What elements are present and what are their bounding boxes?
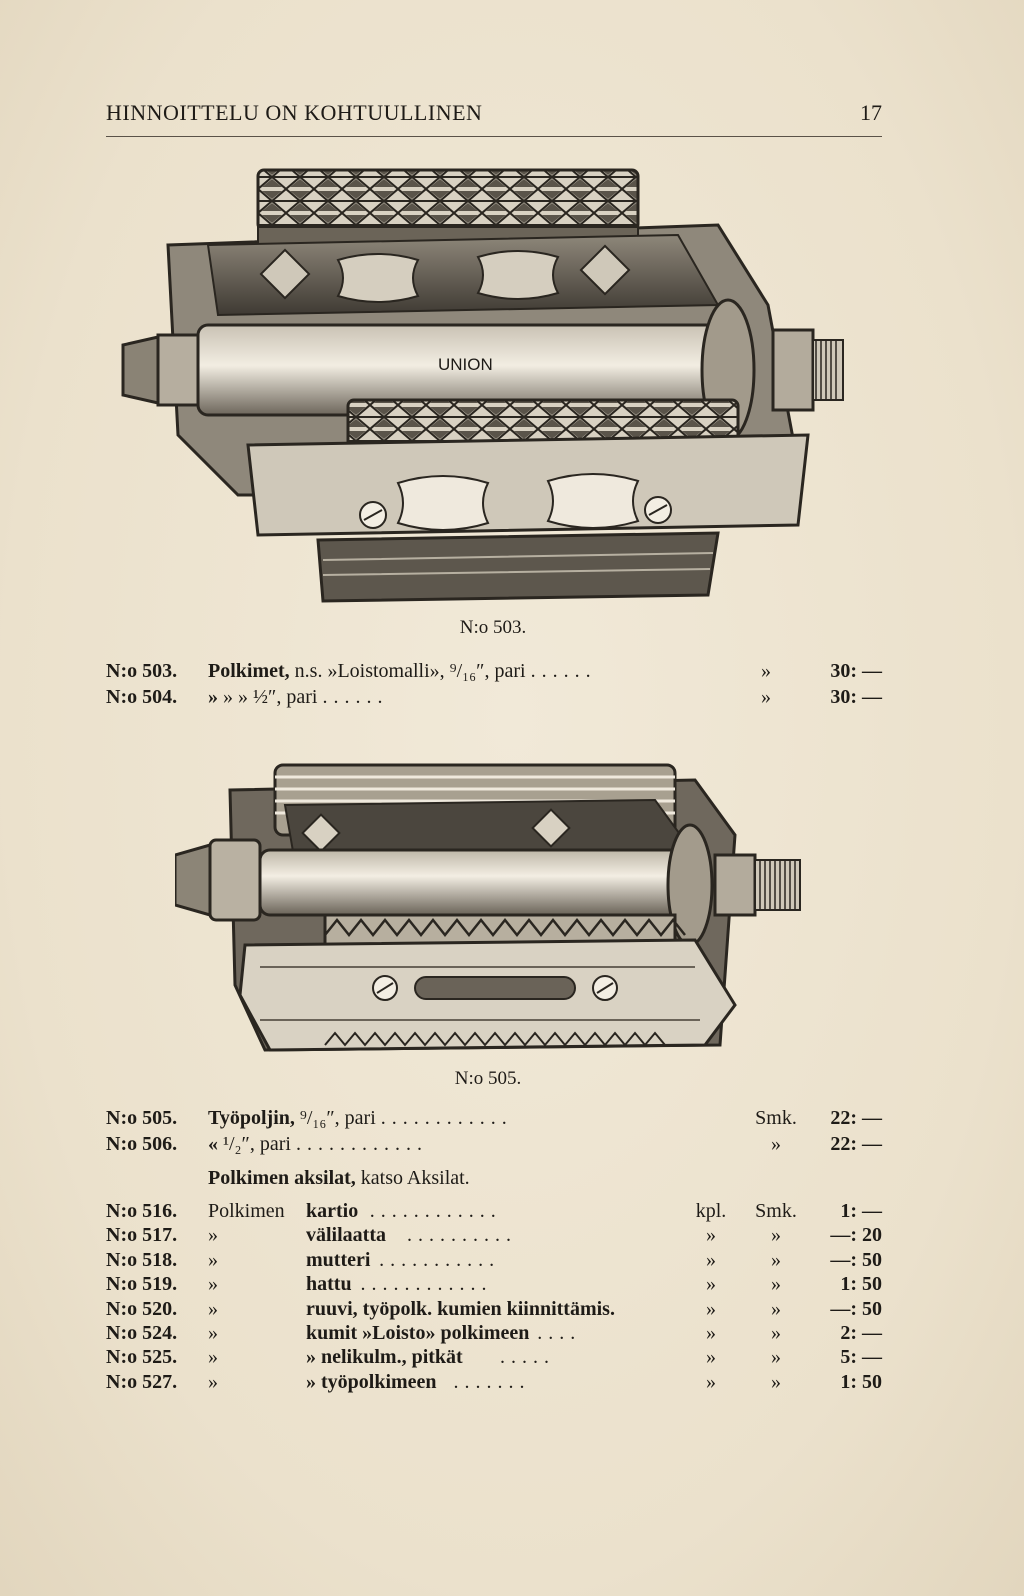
- page-number: 17: [860, 100, 882, 125]
- item-description: kumit »Loisto» polkimeen: [306, 1322, 530, 1344]
- item-price: 22: —: [830, 1133, 882, 1155]
- leader-dots: ..........: [407, 1224, 517, 1247]
- item-prefix: »: [208, 1248, 218, 1271]
- price-row: [106, 1322, 882, 1348]
- item-name: »: [208, 686, 218, 708]
- price-row: [106, 1273, 882, 1299]
- unit-label: Smk.: [755, 1107, 797, 1129]
- item-description: ¹/₂″, pari: [223, 1133, 291, 1155]
- leader-dots: ....: [537, 1322, 582, 1344]
- price-row: [106, 1224, 882, 1250]
- item-price: 1: —: [840, 1200, 882, 1222]
- unit-quantity: »: [706, 1297, 716, 1320]
- unit-currency: »: [771, 1273, 781, 1296]
- item-description: n.s. »Loistomalli», ⁹/₁₆″, pari: [294, 660, 526, 682]
- union-logo-text: UNION: [438, 355, 493, 374]
- item-prefix: Polkimen: [208, 1200, 285, 1222]
- unit-currency: »: [771, 1346, 781, 1369]
- unit-currency: »: [771, 1248, 781, 1271]
- item-number: N:o 516.: [106, 1200, 178, 1222]
- unit-label: »: [761, 686, 771, 708]
- item-description: » työpolkimeen: [306, 1370, 437, 1393]
- item-number: N:o 518.: [106, 1248, 178, 1271]
- price-row: [106, 1298, 882, 1324]
- item-name: «: [208, 1133, 218, 1155]
- item-price: 30: —: [830, 660, 882, 682]
- unit-quantity: »: [706, 1346, 716, 1369]
- item-description: ruuvi, työpolk. kumien kiinnittämis.: [306, 1297, 615, 1320]
- item-price: 1: 50: [840, 1370, 882, 1393]
- item-price: 5: —: [840, 1346, 882, 1369]
- unit-currency: »: [771, 1224, 781, 1247]
- item-number: N:o 503.: [106, 660, 178, 682]
- running-title: HINNOITTELU ON KOHTUULLINEN: [106, 100, 483, 125]
- item-price: —: 50: [830, 1248, 882, 1271]
- unit-currency: »: [771, 1370, 781, 1393]
- leader-dots: ......: [322, 686, 389, 708]
- unit-currency: »: [771, 1297, 781, 1320]
- unit-currency: »: [771, 1322, 781, 1344]
- leader-dots: ............: [369, 1200, 502, 1222]
- item-description: kartio: [306, 1200, 359, 1222]
- item-number: N:o 517.: [106, 1224, 178, 1247]
- pedal-503-illustration: [118, 165, 868, 610]
- price-row: [106, 660, 882, 686]
- unit-quantity: »: [706, 1322, 716, 1344]
- price-row: [106, 1133, 882, 1159]
- price-row: [106, 1371, 882, 1397]
- item-number: N:o 519.: [106, 1273, 178, 1296]
- figure-505-caption: N:o 505.: [454, 1068, 522, 1089]
- price-row: [106, 686, 882, 712]
- item-number: N:o 504.: [106, 686, 178, 708]
- note-text: katso Aksilat.: [360, 1167, 470, 1189]
- unit-quantity: »: [706, 1273, 716, 1296]
- unit-label: »: [761, 660, 771, 682]
- item-number: N:o 527.: [106, 1370, 178, 1393]
- leader-dots: .....: [500, 1346, 555, 1369]
- item-name: Polkimet,: [208, 660, 290, 682]
- item-prefix: »: [208, 1273, 218, 1296]
- item-number: N:o 520.: [106, 1297, 178, 1320]
- item-name: Työpoljin,: [208, 1107, 295, 1129]
- item-description: mutteri: [306, 1248, 371, 1271]
- price-row: [106, 1346, 882, 1372]
- item-number: N:o 506.: [106, 1133, 178, 1155]
- leader-dots: ............: [360, 1273, 493, 1296]
- item-price: 1: 50: [840, 1273, 882, 1296]
- item-price: 2: —: [840, 1322, 882, 1344]
- price-row: [106, 1107, 882, 1133]
- leader-dots: ............: [295, 1133, 428, 1155]
- price-row: [106, 1249, 882, 1275]
- item-price: —: 50: [830, 1297, 882, 1320]
- item-description: hattu: [306, 1273, 352, 1296]
- unit-label: »: [771, 1133, 781, 1155]
- item-price: —: 20: [830, 1224, 882, 1247]
- item-prefix: »: [208, 1346, 218, 1369]
- leader-dots: ......: [530, 660, 597, 682]
- leader-dots: ...........: [379, 1248, 501, 1271]
- item-prefix: »: [208, 1297, 218, 1320]
- item-prefix: »: [208, 1224, 218, 1247]
- leader-dots: .......: [453, 1370, 531, 1393]
- price-row: [106, 1200, 882, 1226]
- item-prefix: »: [208, 1322, 218, 1344]
- item-price: 30: —: [830, 686, 882, 708]
- page-header: [106, 100, 882, 137]
- item-price: 22: —: [830, 1107, 882, 1129]
- item-description: välilaatta: [306, 1224, 386, 1247]
- item-number: N:o 505.: [106, 1107, 178, 1129]
- unit-quantity: »: [706, 1370, 716, 1393]
- unit-quantity: »: [706, 1224, 716, 1247]
- item-description: ⁹/₁₆″, pari: [299, 1107, 376, 1129]
- item-description: » » ½″, pari: [223, 686, 318, 708]
- cross-reference-note: [208, 1167, 470, 1190]
- note-bold: Polkimen aksilat,: [208, 1167, 356, 1189]
- figure-503-caption: N:o 503.: [459, 617, 527, 638]
- unit-quantity: kpl.: [695, 1200, 727, 1222]
- item-prefix: »: [208, 1370, 218, 1393]
- unit-quantity: »: [706, 1248, 716, 1271]
- item-description: » nelikulm., pitkät: [306, 1346, 463, 1369]
- unit-currency: Smk.: [755, 1200, 797, 1222]
- item-number: N:o 524.: [106, 1322, 178, 1344]
- pedal-505-illustration: [175, 745, 820, 1065]
- item-number: N:o 525.: [106, 1346, 178, 1369]
- leader-dots: ............: [380, 1107, 513, 1129]
